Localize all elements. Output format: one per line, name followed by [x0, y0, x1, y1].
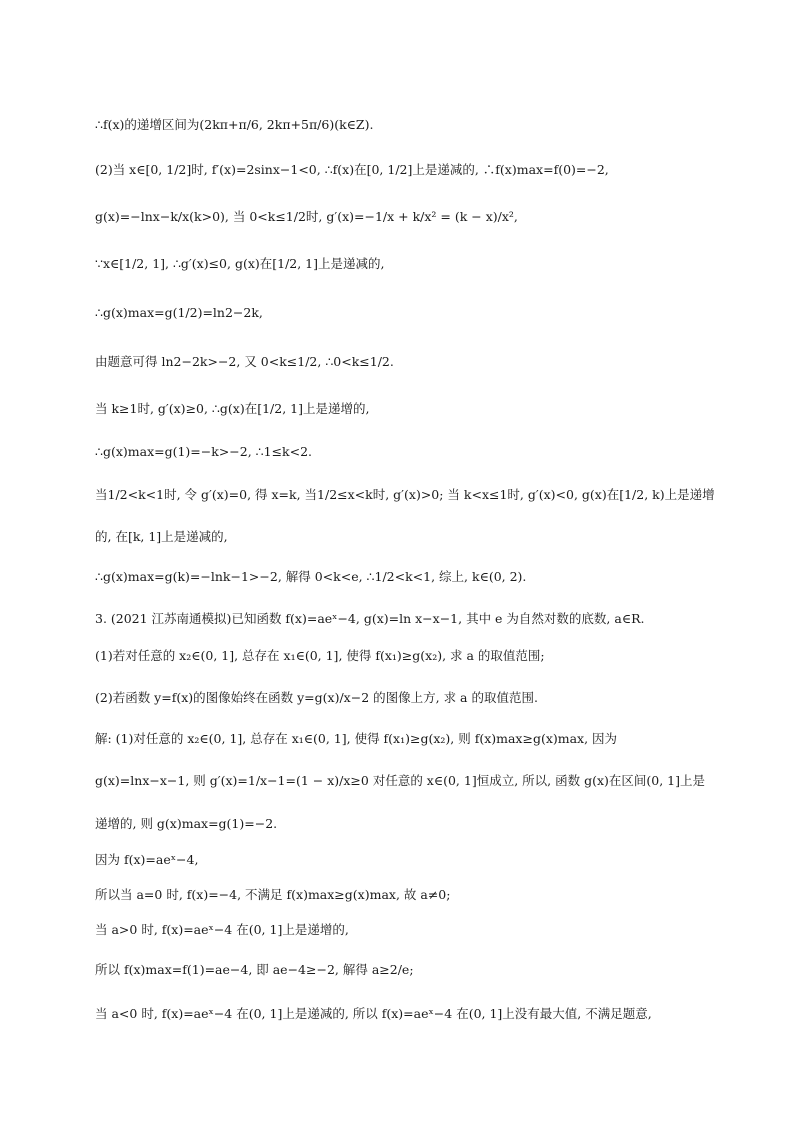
text-line: g(x)=lnx−x−1, 则 g′(x)=1/x−1=(1 − x)/x≥0 对任意的 x∈(0, 1]恒成立, 所以, 函数 g(x)在区间(0, 1]上是	[95, 773, 705, 788]
text-line: 3. (2021 江苏南通模拟)已知函数 f(x)=aeˣ−4, g(x)=ln x−x−1, 其中 e 为自然对数的底数, a∈R.	[95, 611, 645, 626]
text-line: g(x)=−lnx−k/x(k>0), 当 0<k≤1/2时, g′(x)=−1/x + k/x² = (k − x)/x²,	[95, 209, 518, 224]
text-line: 所以 f(x)max=f(1)=ae−4, 即 ae−4≥−2, 解得 a≥2/e;	[95, 962, 414, 977]
text-line: ∵x∈[1/2, 1], ∴g′(x)≤0, g(x)在[1/2, 1]上是递减的,	[95, 256, 385, 271]
text-line: 由题意可得 ln2−2k>−2, 又 0<k≤1/2, ∴0<k≤1/2.	[95, 354, 394, 369]
text-line: ∴g(x)max=g(k)=−lnk−1>−2, 解得 0<k<e, ∴1/2<k<1, 综上, k∈(0, 2).	[95, 569, 527, 584]
text-line: ∴g(x)max=g(1)=−k>−2, ∴1≤k<2.	[95, 444, 313, 459]
text-line: 当1/2<k<1时, 令 g′(x)=0, 得 x=k, 当1/2≤x<k时, g′(x)>0; 当 k<x≤1时, g′(x)<0, g(x)在[1/2, k)上是递增	[95, 487, 715, 502]
text-line: ∴g(x)max=g(1/2)=ln2−2k,	[95, 305, 263, 320]
text-line: ∴f(x)的递增区间为(2kπ+π/6, 2kπ+5π/6)(k∈Z).	[95, 117, 374, 132]
text-line: 解: (1)对任意的 x₂∈(0, 1], 总存在 x₁∈(0, 1], 使得 f(x₁)≥g(x₂), 则 f(x)max≥g(x)max, 因为	[95, 731, 618, 746]
text-line: 的, 在[k, 1]上是递减的,	[95, 529, 228, 544]
text-line: (2)当 x∈[0, 1/2]时, f′(x)=2sinx−1<0, ∴f(x)在[0, 1/2]上是递减的, ∴f(x)max=f(0)=−2,	[95, 162, 609, 177]
text-line: 因为 f(x)=aeˣ−4,	[95, 852, 199, 867]
text-line: 当 a>0 时, f(x)=aeˣ−4 在(0, 1]上是递增的,	[95, 922, 349, 937]
text-line: 递增的, 则 g(x)max=g(1)=−2.	[95, 816, 278, 831]
text-line: 当 k≥1时, g′(x)≥0, ∴g(x)在[1/2, 1]上是递增的,	[95, 401, 370, 416]
text-line: 当 a<0 时, f(x)=aeˣ−4 在(0, 1]上是递减的, 所以 f(x)=aeˣ−4 在(0, 1]上没有最大值, 不满足题意,	[95, 1006, 652, 1021]
text-line: (1)若对任意的 x₂∈(0, 1], 总存在 x₁∈(0, 1], 使得 f(x₁)≥g(x₂), 求 a 的取值范围;	[95, 648, 545, 663]
text-line: (2)若函数 y=f(x)的图像始终在函数 y=g(x)/x−2 的图像上方, 求 a 的取值范围.	[95, 690, 538, 705]
text-line: 所以当 a=0 时, f(x)=−4, 不满足 f(x)max≥g(x)max, 故 a≠0;	[95, 887, 451, 902]
